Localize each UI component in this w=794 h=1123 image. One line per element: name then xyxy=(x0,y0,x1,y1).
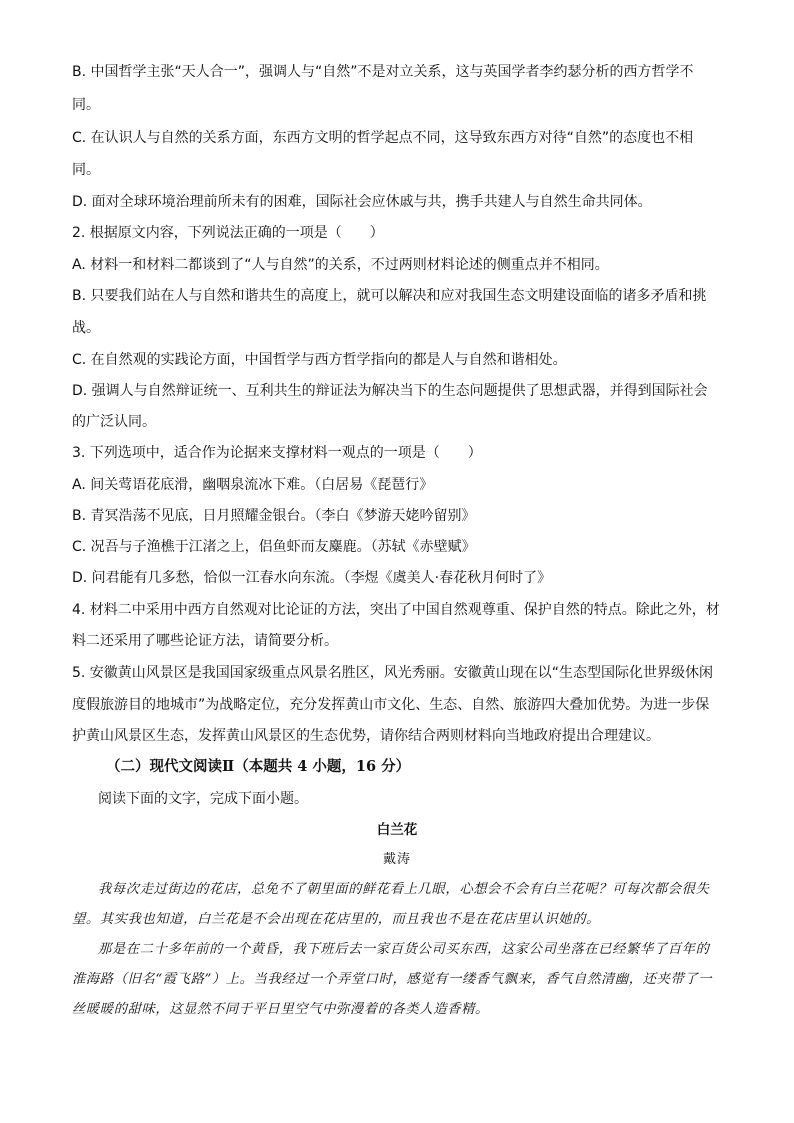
story-title: 白兰花 xyxy=(376,822,418,838)
q4-line2: 料二还采用了哪些论证方法，请简要分析。 xyxy=(72,633,338,649)
q2-option-c: C. 在自然观的实践论方面，中国哲学与西方哲学指向的都是人与自然和谐相处。 xyxy=(72,352,567,368)
story-paragraph-2-line1: 那是在二十多年前的一个黄昏，我下班后去一家百货公司买东西，这家公司坐落在已经繁华了百年的 xyxy=(98,942,710,957)
q1-option-c-line2: 同。 xyxy=(72,162,100,178)
q2-option-b-line1: B. 只要我们站在人与自然和谐共生的高度上，就可以解决和应对我国生态文明建设面临的诸多矛盾和挑 xyxy=(72,288,707,304)
q3-option-c: C. 况吾与子渔樵于江渚之上，侣鱼虾而友麋鹿。（苏轼《赤壁赋》 xyxy=(72,539,476,555)
q5-line1: 5. 安徽黄山风景区是我国国家级重点风景名胜区，风光秀丽。安徽黄山现在以“生态型国际化世界级休闲 xyxy=(72,665,714,681)
q2-stem: 2. 根据原文内容，下列说法正确的一项是（ ） xyxy=(72,225,384,241)
story-paragraph-1-line1: 我每次走过街边的花店，总免不了朝里面的鲜花看上几眼，心想会不会有白兰花呢？可每次都会很失 xyxy=(98,882,710,897)
q2-option-d-line2: 的广泛认同。 xyxy=(72,414,156,430)
q1-option-c-line1: C. 在认识人与自然的关系方面，东西方文明的哲学起点不同，这导致东西方对待“自然”的态度也不相 xyxy=(72,130,694,146)
q2-option-d-line1: D. 强调人与自然辩证统一、互利共生的辩证法为解决当下的生态问题提供了思想武器，并得到国际社会 xyxy=(72,383,708,399)
q4-line1: 4. 材料二中采用中西方自然观对比论证的方法，突出了中国自然观尊重、保护自然的特点。除此之外，材 xyxy=(72,602,720,618)
reading-instruction: 阅读下面的文字，完成下面小题。 xyxy=(98,791,308,807)
q3-option-b: B. 青冥浩荡不见底，日月照耀金银台。（李白《梦游天姥吟留别》 xyxy=(72,508,476,524)
q3-option-a: A. 间关莺语花底滑，幽咽泉流冰下难。（白居易《琵琶行》 xyxy=(72,477,434,493)
q1-option-b-line2: 同。 xyxy=(72,97,100,113)
q3-stem: 3. 下列选项中，适合作为论据来支撑材料一观点的一项是（ ） xyxy=(72,445,482,461)
story-author: 戴涛 xyxy=(382,852,411,867)
q3-option-d: D. 问君能有几多愁，恰似一江春水向东流。（李煜《虞美人·春花秋月何时了》 xyxy=(72,570,552,586)
story-paragraph-2-line3: 丝暖暖的甜味，这显然不同于平日里空气中弥漫着的各类人造香精。 xyxy=(72,1002,489,1017)
q5-line3: 护黄山风景区生态，发挥黄山风景区的生态优势，请你结合两则材料向当地政府提出合理建议。 xyxy=(72,728,660,744)
q1-option-d: D. 面对全球环境治理前所未有的困难，国际社会应休戚与共，携手共建人与自然生命共同体。 xyxy=(72,194,652,210)
q2-option-a: A. 材料一和材料二都谈到了“人与自然”的关系，不过两则材料论述的侧重点并不相同。 xyxy=(72,257,609,273)
q2-option-b-line2: 战。 xyxy=(72,320,100,336)
q5-line2: 度假旅游目的地城市”为战略定位，充分发挥黄山市文化、生态、自然、旅游四大叠加优势。为进一步保 xyxy=(72,697,710,713)
q1-option-b-line1: B. 中国哲学主张“天人合一”，强调人与“自然”不是对立关系，这与英国学者李约瑟分析的西方哲学不 xyxy=(72,64,694,80)
section-heading: （二）现代文阅读Ⅱ（本题共 4 小题，16 分） xyxy=(106,758,411,775)
story-paragraph-2-line2: 淮海路（旧名“霞飞路”）上。当我经过一个弄堂口时，感觉有一缕香气飘来，香气自然清幽，还夹带了一 xyxy=(72,972,713,987)
story-paragraph-1-line2: 望。其实我也知道，白兰花是不会出现在花店里的，而且我也不是在花店里认识她的。 xyxy=(72,912,601,927)
